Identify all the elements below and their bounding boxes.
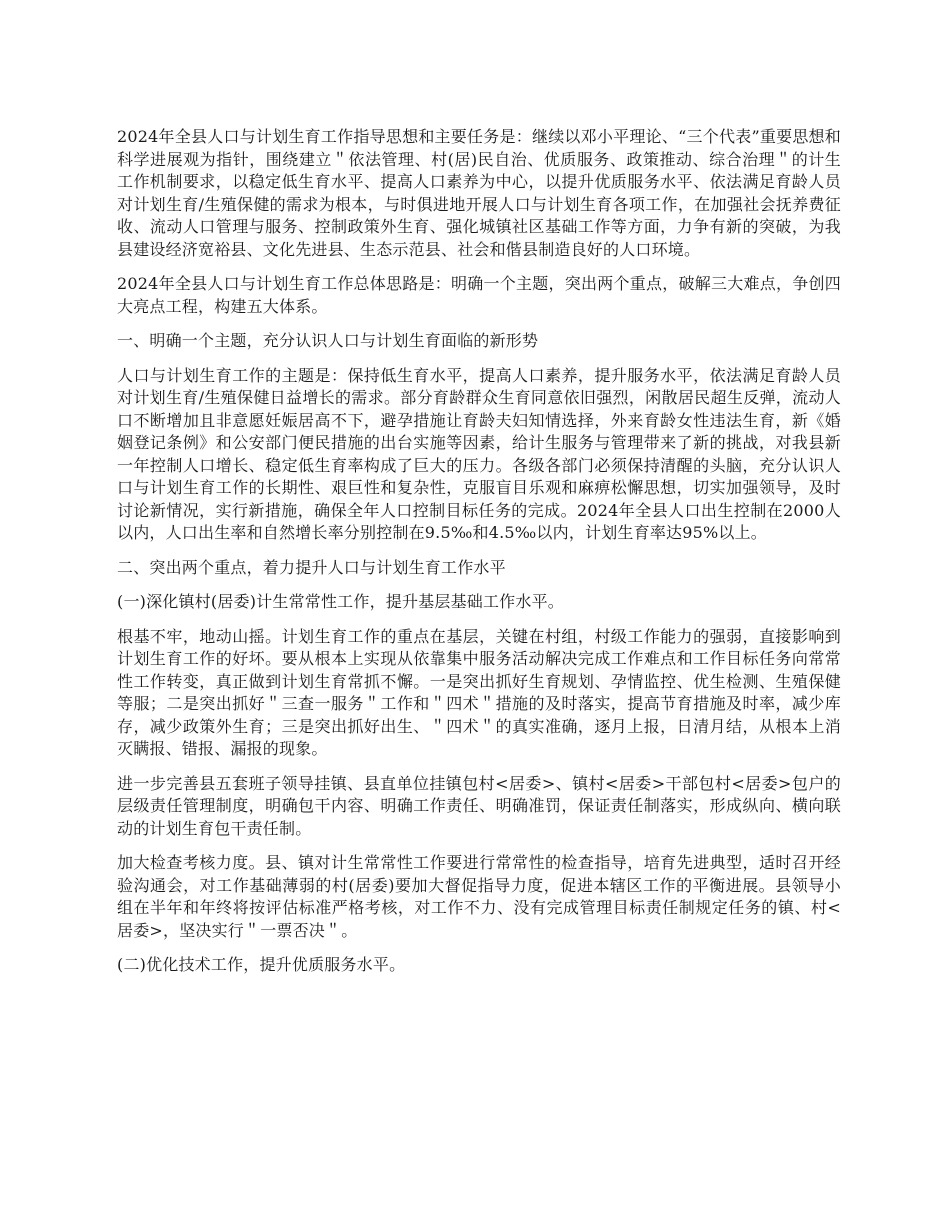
subsection-heading-1: (一)深化镇村(居委)计生常常性工作，提升基层基础工作水平。	[117, 592, 564, 611]
paragraph-inspection: 加大检查考核力度。县、镇对计生常常性工作要进行常常性的检查指导，培育先进典型，适时召开经验沟通会，对工作基础薄弱的村(居委)要加大督促指导力度，促进本辖区工作的平衡进展。县领导小组在半年和年终将按评估标准严格考核，对工作不力、没有完成管理目标责任制规定任务的镇、村<居委>，坚决实行＂一票否决＂。	[117, 853, 841, 940]
subsection-heading-2: (二)优化技术工作，提升优质服务水平。	[117, 955, 406, 974]
paragraph-grassroots: 根基不牢，地动山摇。计划生育工作的重点在基层，关键在村组，村级工作能力的强弱，直接影响到计划生育工作的好坏。要从根本上实现从依靠集中服务活动解决完成工作难点和工作目标任务向常常性工作转变，真正做到计划生育常抓不懈。一是突出抓好生育规划、孕情监控、优生检测、生殖保健等服；二是突出抓好＂三查一服务＂工作和＂四术＂措施的及时落实，提高节育措施及时率，减少库存，减少政策外生育；三是突出抓好出生、＂四术＂的真实准确，逐月上报，日清月结，从根本上消灭瞒报、错报、漏报的现象。	[117, 626, 841, 758]
section-heading-1: 一、明确一个主题，充分认识人口与计划生育面临的新形势	[117, 331, 539, 350]
section-heading-2: 二、突出两个重点，着力提升人口与计划生育工作水平	[117, 557, 506, 577]
paragraph-overall-approach: 2024年全县人口与计划生育工作总体思路是：明确一个主题，突出两个重点，破解三大难点，争创四大亮点工程，构建五大体系。	[117, 274, 841, 316]
document-body	[117, 126, 841, 989]
paragraph-guiding-ideology: 2024年全县人口与计划生育工作指导思想和主要任务是：继续以邓小平理论、“三个代表”重要思想和科学进展观为指针，围绕建立＂依法管理、村(居)民自治、优质服务、政策推动、综合治理＂的计生工作机制要求，以稳定低生育水平、提高人口素养为中心，以提升优质服务水平、依法满足育龄人员对计划生育/生殖保健的需求为根本，与时俱进地开展人口与计划生育各项工作，在加强社会抚养费征收、流动人口管理与服务、控制政策外生育、强化城镇社区基础工作等方面，力争有新的突破，为我县建设经济宽裕县、文化先进县、生态示范县、社会和偕县制造良好的人口环境。	[117, 127, 841, 259]
paragraph-theme: 人口与计划生育工作的主题是：保持低生育水平，提高人口素养，提升服务水平，依法满足育龄人员对计划生育/生殖保健日益增长的需求。部分育龄群众生育同意依旧强烈，闲散居民超生反弹，流动人口不断增加且非意愿妊娠居高不下，避孕措施让育龄夫妇知情选择，外来育龄女性违法生育，新《婚姻登记条例》和公安部门便民措施的出台实施等因素，给计生服务与管理带来了新的挑战，对我县新一年控制人口增长、稳定低生育率构成了巨大的压力。各级各部门必须保持清醒的头脑，充分认识人口与计划生育工作的长期性、艰巨性和复杂性，克服盲目乐观和麻痹松懈思想，切实加强领导，及时讨论新情况，实行新措施，确保全年人口控制目标任务的完成。2024年全县人口出生控制在2000人以内，人口出生率和自然增长率分别控制在9.5‰和4.5‰以内，计划生育率达95%以上。	[117, 365, 841, 542]
paragraph-responsibility: 进一步完善县五套班子领导挂镇、县直单位挂镇包村<居委>、镇村<居委>干部包村<居委>包户的层级责任管理制度，明确包干内容、明确工作责任、明确准罚，保证责任制落实，形成纵向、横向联动的计划生育包干责任制。	[117, 773, 841, 838]
